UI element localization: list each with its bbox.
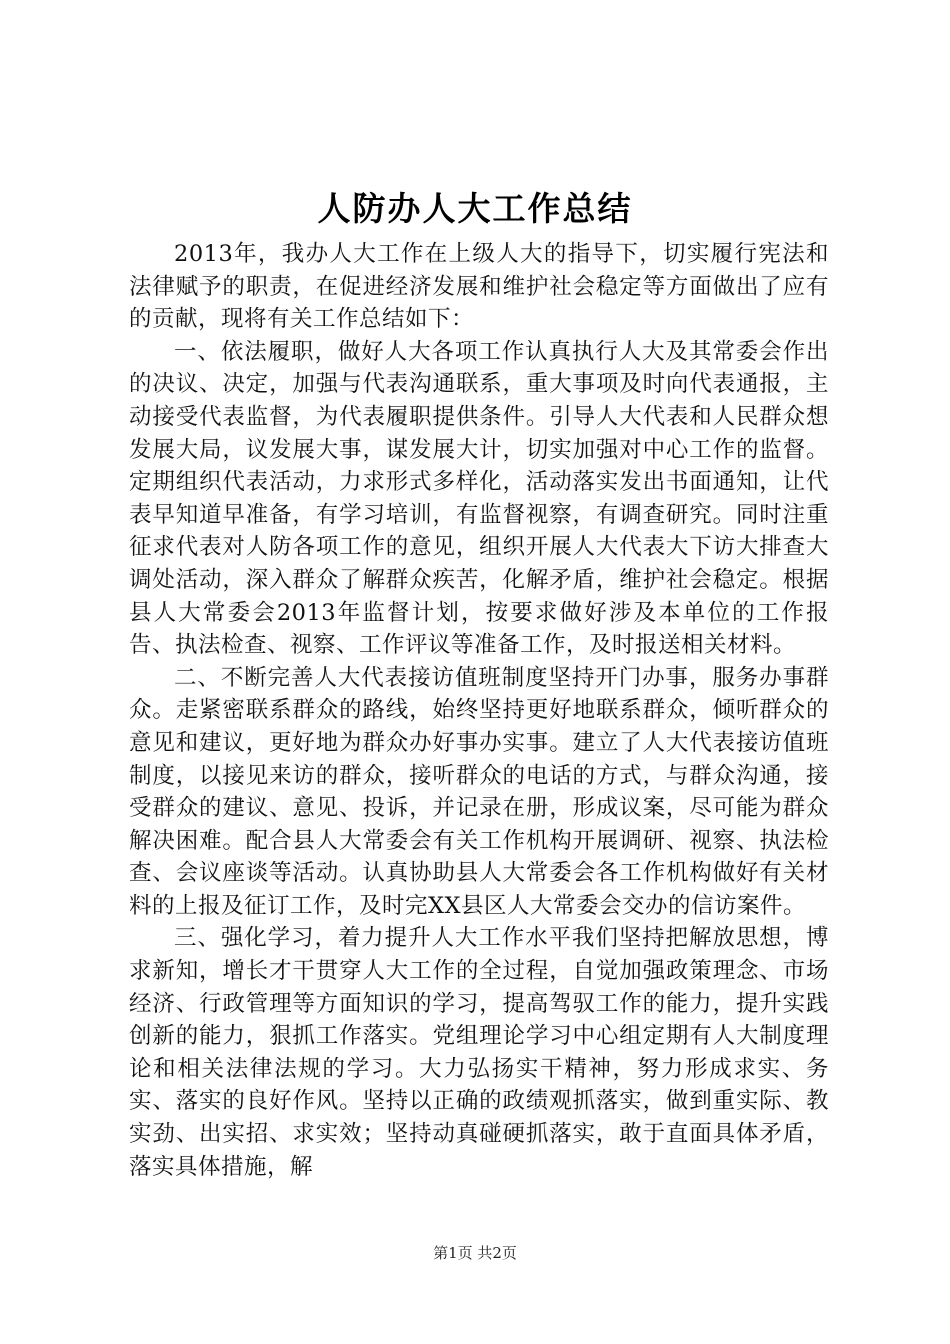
document-body xyxy=(129,238,829,1183)
page-number-footer: 第1页 共2页 xyxy=(433,1244,517,1262)
paragraph-intro: 2013年，我办人大工作在上级人大的指导下，切实履行宪法和法律赋予的职责，在促进经济发展和维护社会稳定等方面做出了应有的贡献，现将有关工作总结如下： xyxy=(129,241,829,333)
paragraph-section-3: 三、强化学习，着力提升人大工作水平我们坚持把解放思想，博求新知，增长才干贯穿人大工作的全过程，自觉加强政策理念、市场经济、行政管理等方面知识的学习，提高驾驭工作的能力，提升实践创新的能力，狠抓工作落实。党组理论学习中心组定期有人大制度理论和相关法律法规的学习。大力弘扬实干精神，努力形成求实、务实、落实的良好作风。坚持以正确的政绩观抓落实，做到重实际、教实劲、出实招、求实效；坚持动真碰硬抓落实，敢于直面具体矛盾，落实具体措施，解 xyxy=(129,925,829,1180)
paragraph-section-1: 一、依法履职，做好人大各项工作认真执行人大及其常委会作出的决议、决定，加强与代表沟通联系，重大事项及时向代表通报，主动接受代表监督，为代表履职提供条件。引导人大代表和人民群众想发展大局，议发展大事，谋发展大计，切实加强对中心工作的监督。定期组织代表活动，力求形式多样化，活动落实发出书面通知，让代表早知道早准备，有学习培训，有监督视察，有调查研究。同时注重征求代表对人防各项工作的意见，组织开展人大代表大下访大排查大调处活动，深入群众了解群众疾苦，化解矛盾，维护社会稳定。根据县人大常委会2013年监督计划，按要求做好涉及本单位的工作报告、执法检查、视察、工作评议等准备工作，及时报送相关材料。 xyxy=(129,338,829,659)
document-title: 人防办人大工作总结 xyxy=(317,189,633,228)
paragraph-section-2: 二、不断完善人大代表接访值班制度坚持开门办事，服务办事群众。走紧密联系群众的路线，始终坚持更好地联系群众，倾听群众的意见和建议，更好地为群众办好事办实事。建立了人大代表接访值班制度，以接见来访的群众，接听群众的电话的方式，与群众沟通，接受群众的建议、意见、投诉，并记录在册，形成议案，尽可能为群众解决困难。配合县人大常委会有关工作机构开展调研、视察、执法检查、会议座谈等活动。认真协助县人大常委会各工作机构做好有关材料的上报及征订工作，及时完XX县区人大常委会交办的信访案件。 xyxy=(129,664,829,919)
